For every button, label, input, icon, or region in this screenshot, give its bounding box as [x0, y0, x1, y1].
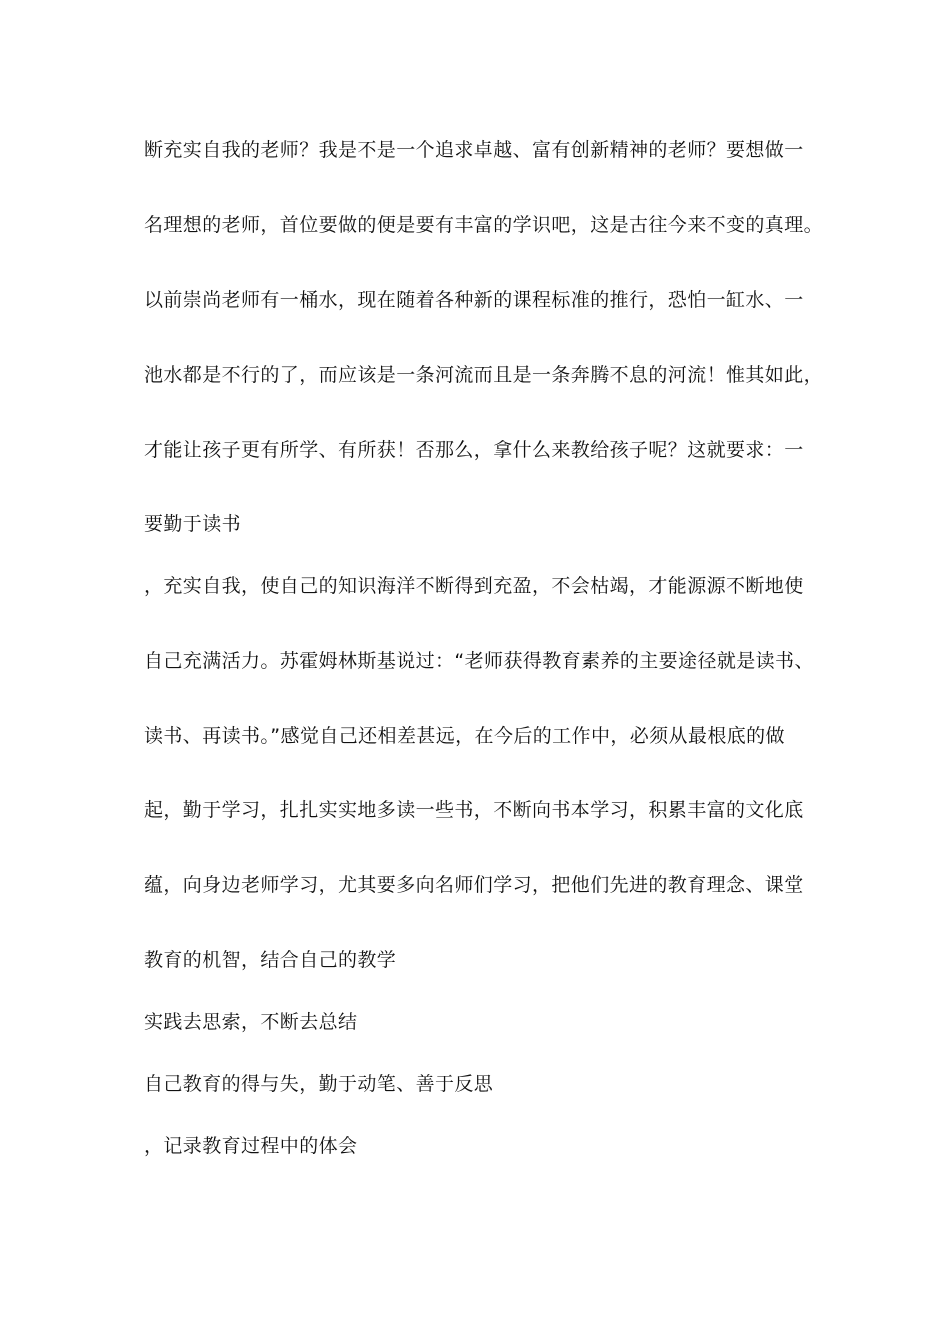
text-line: ，记录教育过程中的体会 [144, 1135, 358, 1157]
text-line: 池水都是不行的了，而应该是一条河流而且是一条奔腾不息的河流！惟其如此， [144, 364, 824, 386]
text-line: ，充实自我，使自己的知识海洋不断得到充盈，不会枯竭，才能源源不断地使 [144, 575, 804, 597]
text-line: 蕴，向身边老师学习，尤其要多向名师们学习，把他们先进的教育理念、课堂 [144, 874, 804, 896]
text-line: 断充实自我的老师？我是不是一个追求卓越、富有创新精神的老师？要想做一 [144, 139, 804, 161]
text-line: 要勤于读书 [144, 513, 242, 535]
text-line: 才能让孩子更有所学、有所获！否那么，拿什么来教给孩子呢？这就要求：一 [144, 439, 804, 461]
text-line: 自己充满活力。苏霍姆林斯基说过：“老师获得教育素养的主要途径就是读书、 [144, 650, 814, 672]
text-line: 读书、再读书。”感觉自己还相差甚远，在今后的工作中，必须从最根底的做 [144, 725, 785, 747]
text-line: 名理想的老师，首位要做的便是要有丰富的学识吧，这是古往今来不变的真理。 [144, 214, 824, 236]
text-line: 自己教育的得与失，勤于动笔、善于反思 [144, 1073, 494, 1095]
text-line: 以前崇尚老师有一桶水，现在随着各种新的课程标准的推行，恐怕一缸水、一 [144, 289, 804, 311]
text-line: 教育的机智，结合自己的教学 [144, 949, 397, 971]
text-line: 起，勤于学习，扎扎实实地多读一些书，不断向书本学习，积累丰富的文化底 [144, 799, 804, 821]
text-line: 实践去思索，不断去总结 [144, 1011, 358, 1033]
